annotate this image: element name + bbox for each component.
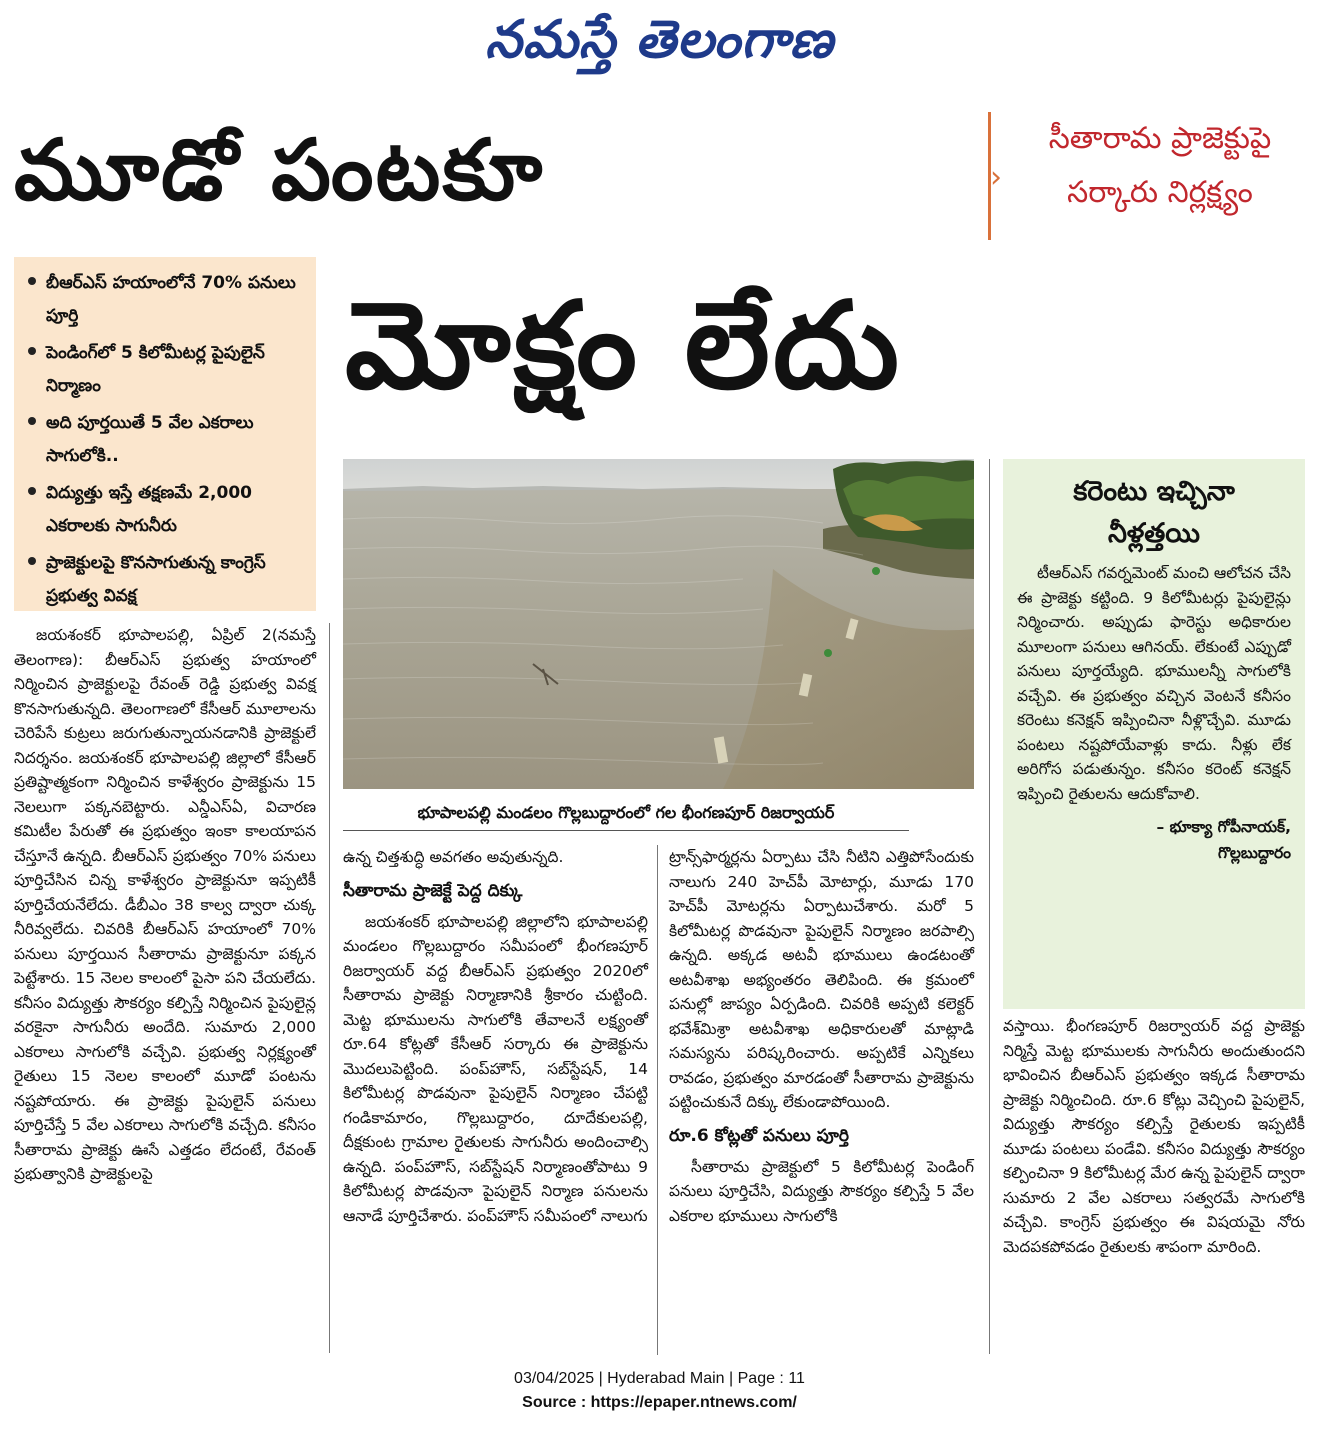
quote-sidebox (1003, 459, 1305, 1009)
sidebox-title-line-1: కరెంటు ఇచ్చినా (1073, 476, 1235, 507)
bullet-icon (28, 277, 36, 285)
highlight-text: అది పూర్తయితే 5 వేల ఎకరాలు సాగులోకి.. (46, 413, 254, 466)
highlight-text: పెండింగ్‌లో 5 కిలోమీటర్ల పైపులైన్ నిర్మాణం (46, 343, 265, 396)
sidebox-title-line-2: నీళ్లత్తయి (1107, 518, 1201, 549)
sidebox-paragraph: టీఆర్‌ఎస్ గవర్నమెంట్ మంచి ఆలోచన చేసి ఈ ప్రాజెక్టు కట్టింది. 9 కిలోమీటర్లు పైపులైన్లు నిర్మించారు. అప్పుడు ఫారెస్టు అధికారుల మూలంగా పనులు ఆగినయ్. లేకుంటే ఎప్పుడో పనులు పూర్తయ్యేది. భూములన్నీ సాగులోకి వచ్చేవి. ఈ ప్రభుత్వం వచ్చిన వెంటనే కనీసం కరెంటు కనెక్షన్ ఇప్పించినా నీళ్లొచ్చేవి. మూడు పంటలు నష్టపోయేవాళ్లు కాదు. నీళ్లు లేక అరిగోస పడుతున్నం. కనీసం కరెంట్ కనెక్షన్ ఇప్పించి రైతులను ఆదుకోవాలి. (1017, 564, 1291, 803)
subheading: రూ.6 కోట్లతో పనులు పూర్తి (669, 1125, 849, 1146)
column-divider (657, 845, 658, 1355)
article-paragraph: జయశంకర్ భూపాలపల్లి, ఏప్రిల్ 2(నమస్తే తెలంగాణ): బీఆర్‌ఎస్ ప్రభుత్వ హయాంలో నిర్మించిన ప్రాజెక్టులపై రేవంత్ రెడ్డి ప్రభుత్వ వివక్ష కొనసాగుతున్నది. తెలంగాణలో కేసీఆర్ మూలాలను చెరిపేసే కుట్రలు జరుగుతున్నాయనడానికి ప్రాజెక్టులే నిదర్శనం. జయశంకర్ భూపాలపల్లి జిల్లాలో కేసీఆర్ ప్రతిష్టాత్మకంగా నిర్మించిన కాళేశ్వరం ప్రాజెక్టును 15 నెలలుగా పక్కనబెట్టారు. ఎన్డీఎస్‌ఏ, విచారణ కమిటీల పేరుతో ఈ ప్రభుత్వం ఇంకా కాలయాపన చేస్తూనే ఉన్నది. బీఆర్‌ఎస్ ప్రభుత్వం 70% పనులు పూర్తిచేసిన చిన్న కాళేశ్వరం ప్రాజెక్టునూ ఇప్పటికీ పూర్తిచేయనేలేదు. డీబీఎం 38 కాల్వ ద్వారా చుక్క నీరివ్వలేదు. చివరికి బీఆర్‌ఎస్ హయాంలో 70% పనులు పూర్తయిన సీతారామ ప్రాజెక్టునూ పక్కన పెట్టేశారు. 15 నెలల కాలంలో పైసా పని చేయలేదు. కనీసం విద్యుత్తు సౌకర్యం కల్పిస్తే నిర్మించిన పైపులైన్ల వరకైనా సాగునీరు అందేది. సుమారు 2,000 ఎకరాలు సాగులోకి వచ్చేవి. ప్రభుత్వ నిర్లక్ష్యంతో రైతులు 15 నెలల కాలంలో మూడో పంటను నష్టపోయారు. ఈ ప్రాజెక్టు పైపులైన్ పనులు పూర్తిచేస్తే 5 వేల ఎకరాలు సాగులోకి వచ్చేది. కనీసం సీతారామ ప్రాజెక్టు ఊసే ఎత్తడం లేదంటే, రేవంత్ ప్రభుత్వానికి ప్రాజెక్టులపై (14, 626, 316, 1183)
bullet-icon (28, 417, 36, 425)
article-paragraph: సీతారామ ప్రాజెక్టులో 5 కిలోమీటర్ల పెండింగ్ పనులు పూర్తిచేసి, విద్యుత్తు సౌకర్యం కల్పిస్తే 5 వేల ఎకరాల భూములు సాగులోకి (669, 1157, 974, 1225)
highlight-item (26, 407, 306, 473)
highlight-item (26, 337, 306, 403)
reservoir-photo (343, 459, 974, 789)
sidebox-title (1017, 471, 1291, 555)
highlight-item (26, 267, 306, 333)
article-paragraph: ట్రాన్స్‌ఫార్మర్లను ఏర్పాటు చేసి నీటిని ఎత్తిపోసేందుకు నాలుగు 240 హెచ్‌పీ మోటార్లు, మూడు 170 హెచ్‌పీ మోటర్లను ఏర్పాటుచేశారు. మరో 5 కిలోమీటర్ల పొడవునా పైపులైన్ నిర్మాణం జరపాల్సి ఉన్నది. అక్కడ అటవీ భూములు ఉండటంతో అటవీశాఖ అభ్యంతరం తెలిపింది. ఈ క్రమంలో పనుల్లో జాప్యం ఏర్పడింది. చివరికి అప్పటి కలెక్టర్ భవేశ్‌మిశ్రా అటవీశాఖ అధికారులతో మాట్లాడి సమస్యను పరిష్కరించారు. అప్పటికే ఎన్నికలు రావడం, ప్రభుత్వం మారడంతో సీతారామ ప్రాజెక్టును పట్టించుకునే దిక్కు లేకుండాపోయింది. (669, 848, 974, 1111)
highlight-text: విద్యుత్తు ఇస్తే తక్షణమే 2,000 ఎకరాలకు సాగునీరు (46, 483, 252, 536)
photo-caption: భూపాలపల్లి మండలం గొల్లబుద్దారంలో గల భీంగణపూర్ రిజర్వాయర్ (343, 796, 909, 831)
chevron-right-icon: › (990, 160, 1002, 195)
article-column-2 (343, 845, 648, 1355)
footer-edition-info: 03/04/2025 | Hyderabad Main | Page : 11 (514, 1370, 805, 1387)
bullet-icon (28, 557, 36, 565)
kicker-line-1: సీతారామ ప్రాజెక్టుపై (1048, 121, 1272, 156)
sidebox-signature (1017, 814, 1291, 866)
subheading: సీతారామ ప్రాజెక్టే పెద్ద దిక్కు (343, 880, 523, 901)
sidebox-body (1017, 561, 1291, 806)
article-paragraph: వస్తాయి. భీంగణపూర్ రిజర్వాయర్ వద్ద ప్రాజెక్టు నిర్మిస్తే మెట్ట భూములకు సాగునీరు అందుతుందని భావించిన బీఆర్‌ఎస్ ప్రభుత్వం ఇక్కడ సీతారామ ప్రాజెక్టు నిర్మించింది. రూ.6 కోట్లు వెచ్చించి పైపులైన్, విద్యుత్తు సౌకర్యం కల్పిస్తే రైతులకు ఇప్పటికీ మూడు పంటలు పండేవి. కనీసం విద్యుత్తు సౌకర్యం కల్పించినా 9 కిలోమీటర్ల మేర ఉన్న పైపులైన్ ద్వారా సుమారు 2 వేల ఎకరాలు సత్వరమే సాగులోకి వచ్చేవి. కాంగ్రెస్ ప్రభుత్వం ఈ విషయమై నోరు మెదపకపోవడం రైతులకు శాపంగా మారింది. (1003, 1017, 1305, 1256)
kicker (1010, 112, 1310, 230)
column-divider (989, 459, 990, 1354)
highlight-text: ప్రాజెక్టులపై కొనసాగుతున్న కాంగ్రెస్ ప్రభుత్వ వివక్ష (46, 553, 266, 606)
masthead-logo: నమస్తే తెలంగాణ (485, 9, 834, 70)
kicker-line-2: సర్కారు నిర్లక్ష్యం (1067, 175, 1253, 210)
highlight-item (26, 547, 306, 613)
article-paragraph: ఉన్న చిత్తశుద్ధి అవగతం అవుతున్నది. (343, 848, 564, 866)
bullet-icon (28, 487, 36, 495)
article-paragraph: జయశంకర్ భూపాలపల్లి జిల్లాలోని భూపాలపల్లి మండలం గొల్లబుద్దారం సమీపంలో భీంగణపూర్ రిజర్వాయర్ వద్ద బీఆర్‌ఎస్ ప్రభుత్వం 2020లో సీతారామ ప్రాజెక్టు నిర్మాణానికి శ్రీకారం చుట్టింది. మెట్ట భూములను సాగులోకి తేవాలనే లక్ష్యంతో రూ.64 కోట్లతో కేసీఆర్ సర్కారు ఈ ప్రాజెక్టును మొదలుపెట్టింది. పంప్‌హౌస్, సబ్‌స్టేషన్, 14 కిలోమీటర్ల పొడవునా పైపులైన్ నిర్మాణం చేపట్టి గండికామారం, గొల్లబుద్దారం, దూదేకులపల్లి, దీక్షకుంట గ్రామాల రైతులకు సాగునీరు అందించాల్సి ఉన్నది. పంప్‌హౌస్, సబ్‌స్టేషన్ నిర్మాణంతోపాటు 9 కిలోమీటర్ల పొడవునా పైపులైన్ నిర్మాణ పనులను ఆనాడే పూర్తిచేశారు. పంప్‌హౌస్ సమీపంలో నాలుగు (343, 912, 648, 1225)
signature-place: గొల్లబుద్దారం (1218, 844, 1291, 862)
article-column-3 (669, 845, 974, 1355)
footer-source-link[interactable]: Source : https://epaper.ntnews.com/ (522, 1394, 797, 1411)
headline-line-1: మూడో పంటకూ (14, 121, 545, 219)
article-column-1 (14, 623, 316, 1353)
signature-name: – భూక్యా గోపీనాయక్, (1156, 818, 1291, 836)
highlight-text: బీఆర్‌ఎస్ హయాంలోనే 70% పనులు పూర్తి (46, 273, 296, 326)
article-column-4 (1003, 1014, 1305, 1354)
headline-line-2: మోక్షం లేదు (345, 277, 903, 416)
highlight-item (26, 477, 306, 543)
column-divider (329, 623, 330, 1353)
bullet-icon (28, 347, 36, 355)
highlights-box (14, 257, 316, 611)
